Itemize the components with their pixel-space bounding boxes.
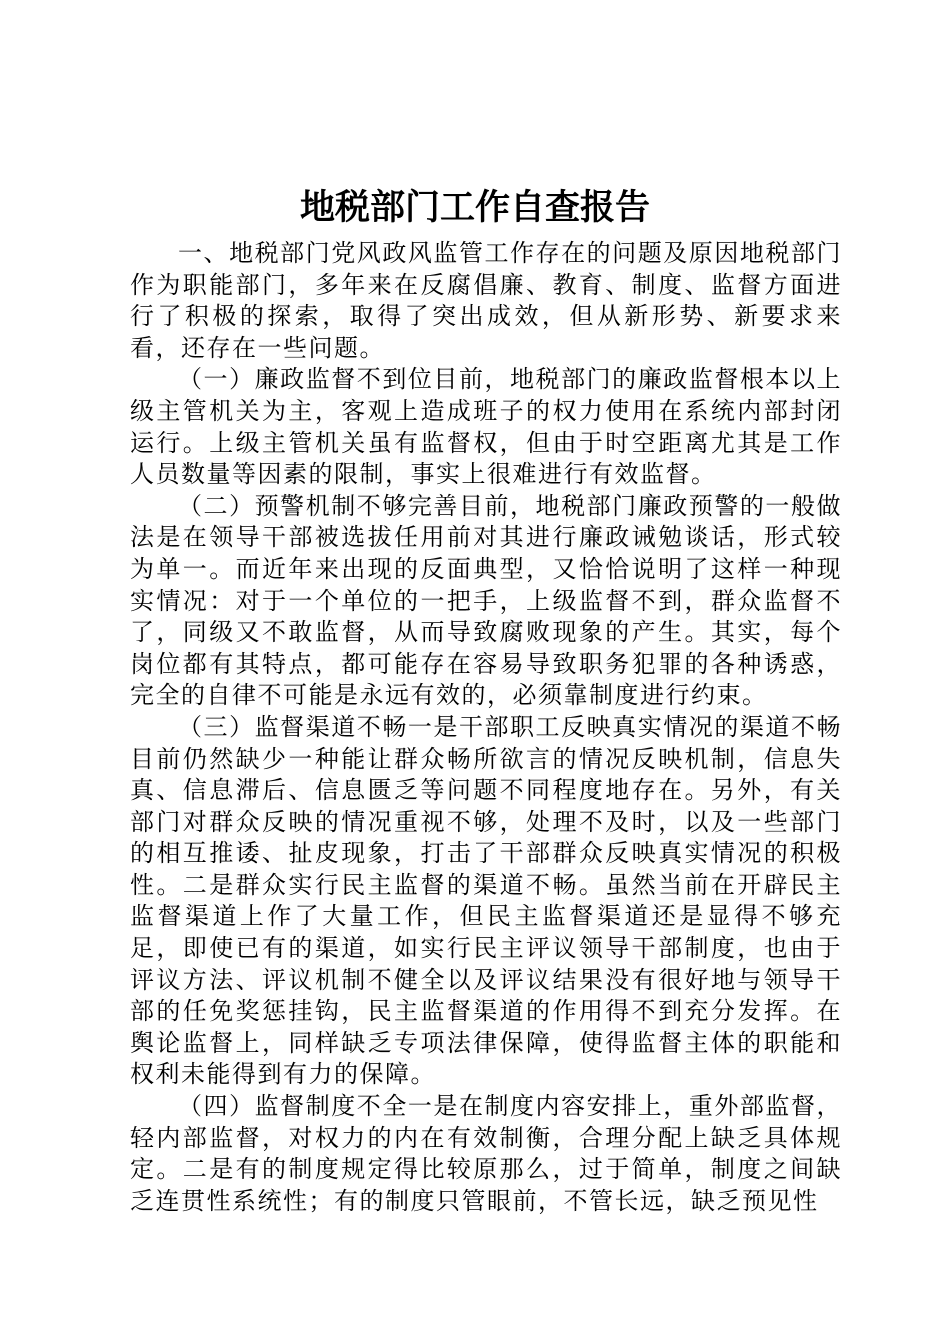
paragraph-section-1: （一）廉政监督不到位目前，地税部门的廉政监督根本以上级主管机关为主，客观上造成班子的权力使用在系统内部封闭运行。上级主管机关虽有监督权，但由于时空距离尤其是工作人员数量等因素的限制，事实上很难进行有效监督。 <box>130 365 842 489</box>
paragraph-intro: 一、地税部门党风政风监管工作存在的问题及原因地税部门作为职能部门，多年来在反腐倡廉、教育、制度、监督方面进行了积极的探索，取得了突出成效，但从新形势、新要求来看，还存在一些问题。 <box>130 239 842 362</box>
document-body <box>130 238 842 1217</box>
page-title: 地税部门工作自查报告 <box>299 187 650 228</box>
paragraph-section-4: （四）监督制度不全一是在制度内容安排上，重外部监督，轻内部监督，对权力的内在有效制衡，合理分配上缺乏具体规定。二是有的制度规定得比较原那么，过于简单，制度之间缺乏连贯性系统性；有的制度只管眼前，不管长远，缺乏预见性 <box>130 1092 842 1215</box>
paragraph-section-2: （二）预警机制不够完善目前，地税部门廉政预警的一般做法是在领导干部被选拔任用前对其进行廉政诫勉谈话，形式较为单一。而近年来出现的反面典型，又恰恰说明了这样一种现实情况：对于一个单位的一把手，上级监督不到，群众监督不了，同级又不敢监督，从而导致腐败现象的产生。其实，每个岗位都有其特点，都可能存在容易导致职务犯罪的各种诱惑，完全的自律不可能是永远有效的，必须靠制度进行约束。 <box>130 491 842 710</box>
paragraph-section-3: （三）监督渠道不畅一是干部职工反映真实情况的渠道不畅目前仍然缺少一种能让群众畅所欲言的情况反映机制，信息失真、信息滞后、信息匮乏等问题不同程度地存在。另外，有关部门对群众反映的情况重视不够，处理不及时，以及一些部门的相互推诿、扯皮现象，打击了干部群众反映真实情况的积极性。二是群众实行民主监督的渠道不畅。虽然当前在开辟民主监督渠道上作了大量工作，但民主监督渠道还是显得不够充足，即使已有的渠道，如实行民主评议领导干部制度，也由于评议方法、评议机制不健全以及评议结果没有很好地与领导干部的任免奖惩挂钩，民主监督渠道的作用得不到充分发挥。在舆论监督上，同样缺乏专项法律保障，使得监督主体的职能和权利未能得到有力的保障。 <box>130 712 842 1089</box>
